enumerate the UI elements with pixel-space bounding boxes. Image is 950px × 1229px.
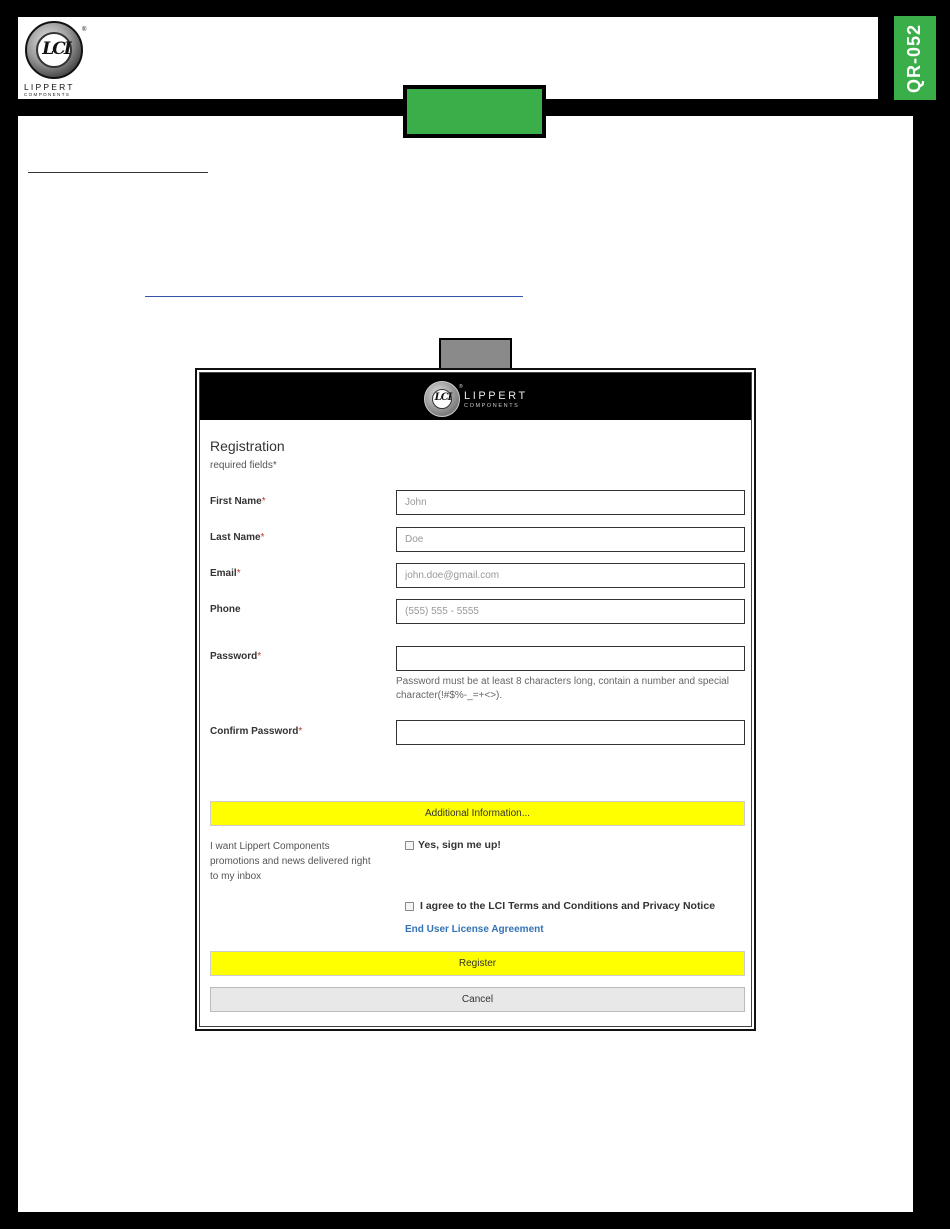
additional-information-button[interactable]: Additional Information...	[210, 801, 745, 826]
registration-form	[199, 372, 752, 1027]
cancel-button[interactable]: Cancel	[210, 987, 745, 1012]
form-logo-badge-icon	[424, 381, 460, 417]
last-name-input[interactable]	[396, 527, 745, 552]
logo-registered-mark: ®	[82, 27, 87, 33]
logo-badge-icon	[25, 21, 83, 79]
heading-underline	[28, 172, 208, 173]
form-logo-monogram: LCI	[434, 392, 452, 403]
register-button[interactable]: Register	[210, 951, 745, 976]
promotions-label: I want Lippert Components promotions and news delivered right to my inbox	[210, 841, 371, 882]
form-logo-brand-name: LIPPERT	[464, 390, 528, 402]
confirm-password-label: Confirm Password*	[210, 726, 303, 737]
password-label: Password*	[210, 651, 262, 662]
promotions-checkbox[interactable]	[405, 841, 414, 850]
form-logo-registered-mark: ®	[459, 384, 463, 390]
logo-brand-name: LIPPERT	[24, 82, 75, 92]
first-name-input[interactable]	[396, 490, 745, 515]
doc-code-tab	[894, 16, 936, 100]
eula-link[interactable]: End User License Agreement	[405, 924, 544, 935]
logo-brand-sub: COMPONENTS	[24, 92, 71, 97]
form-header	[200, 373, 751, 420]
email-input[interactable]	[396, 563, 745, 588]
logo-monogram: LCI	[42, 39, 70, 59]
email-label: Email*	[210, 568, 241, 579]
terms-checkbox[interactable]	[405, 902, 414, 911]
form-title: Registration	[210, 438, 285, 454]
promotions-checkbox-label[interactable]: Yes, sign me up!	[418, 839, 501, 851]
phone-input[interactable]	[396, 599, 745, 624]
last-name-label: Last Name*	[210, 532, 265, 543]
step-badge	[403, 85, 546, 138]
terms-checkbox-label[interactable]: I agree to the LCI Terms and Conditions and Privacy Notice	[420, 900, 716, 912]
phone-label: Phone	[210, 604, 241, 615]
password-hint: Password must be at least 8 characters long, contain a number and special character(!#$%-_=+<>).	[396, 676, 729, 701]
confirm-password-input[interactable]	[396, 720, 745, 745]
form-logo-brand-sub: COMPONENTS	[464, 403, 520, 409]
doc-code: QR-052	[904, 23, 925, 93]
password-input[interactable]	[396, 646, 745, 671]
first-name-label: First Name*	[210, 496, 266, 507]
lippert-logo	[24, 21, 86, 97]
link-underline	[145, 296, 523, 297]
screenshot-tab	[439, 338, 512, 371]
registration-screenshot	[195, 368, 756, 1031]
required-note: required fields*	[210, 460, 277, 471]
